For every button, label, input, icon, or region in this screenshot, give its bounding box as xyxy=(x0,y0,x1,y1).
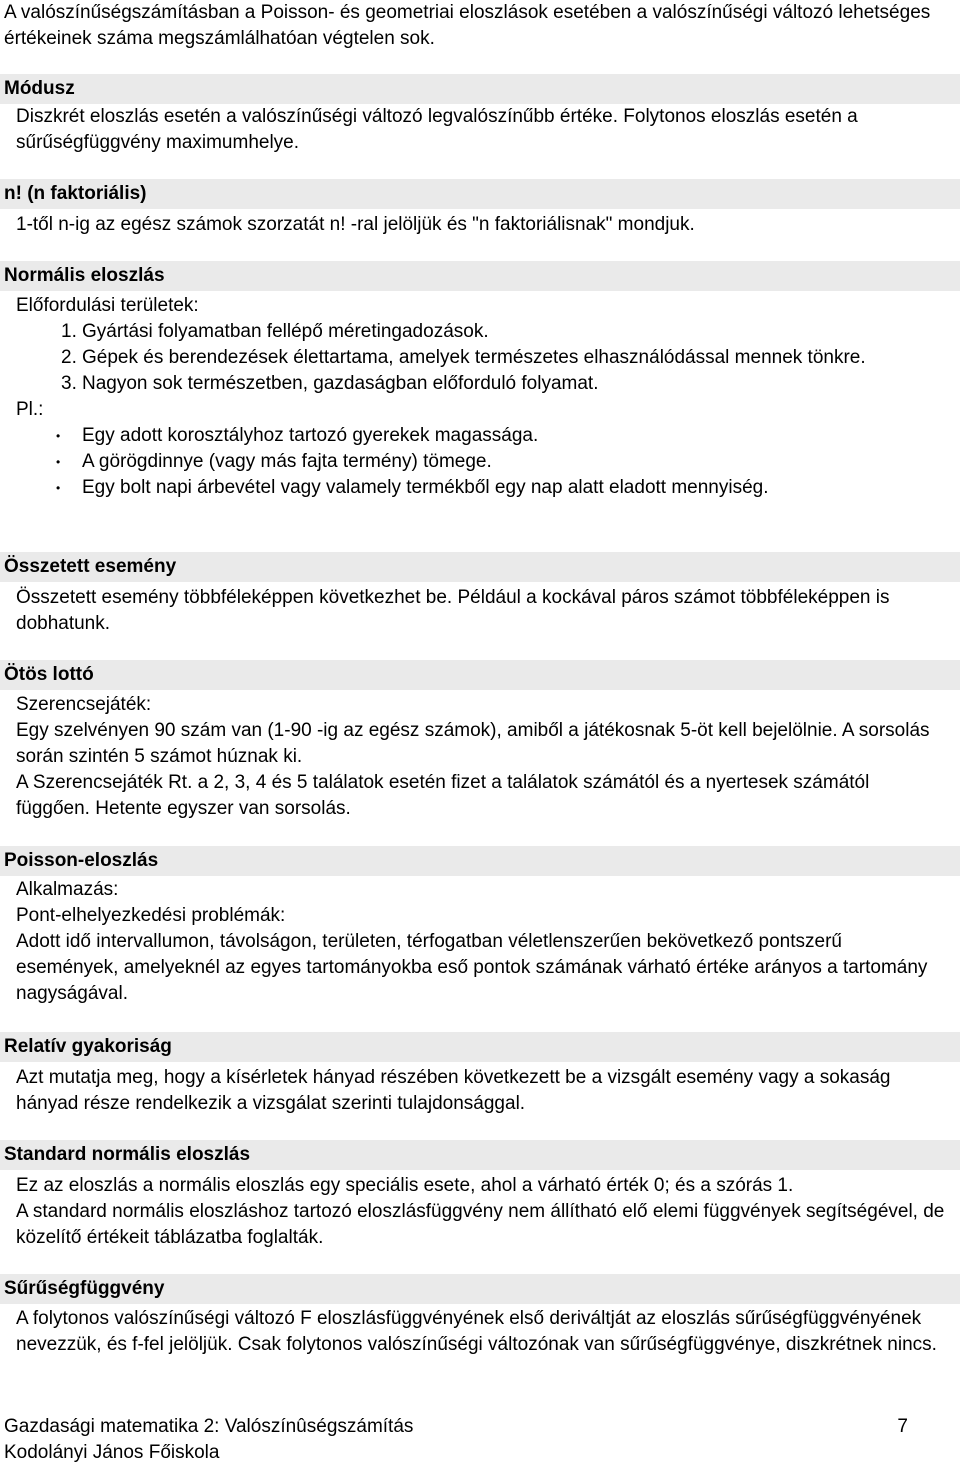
list-number: 2. xyxy=(61,347,77,368)
otos-lotto-body xyxy=(0,692,960,822)
section-title-normalis: Normális eloszlás xyxy=(0,261,960,291)
bullet-icon: • xyxy=(56,429,61,443)
bullet-item xyxy=(0,449,960,475)
poisson-subtitle-2: Pont-elhelyezkedési problémák: xyxy=(16,905,286,926)
section-title-suruseg: Sűrűségfüggvény xyxy=(0,1274,960,1304)
standard-text-1: Ez az eloszlás a normális eloszlás egy speciális esete, ahol a várható érték 0; és a szórás 1. xyxy=(16,1175,794,1196)
list-item xyxy=(0,345,960,371)
normalis-body xyxy=(0,293,960,501)
otos-subtitle: Szerencsejáték: xyxy=(16,694,152,715)
standard-body xyxy=(0,1173,960,1251)
section-title-osszetett: Összetett esemény xyxy=(0,552,960,582)
faktorialis-text: 1-től n-ig az egész számok szorzatát n! -ral jelöljük és "n faktoriálisnak" mondjuk. xyxy=(16,214,695,235)
section-title-otos-lotto: Ötös lottó xyxy=(0,660,960,690)
bullet-item xyxy=(0,475,960,501)
section-title-relativ: Relatív gyakoriság xyxy=(0,1032,960,1062)
normalis-subtitle: Előfordulási területek: xyxy=(16,295,199,316)
list-text: Nagyon sok természetben, gazdaságban előforduló folyamat. xyxy=(82,373,599,394)
page-footer xyxy=(4,1414,908,1466)
bullet-text: A görögdinnye (vagy más fajta termény) tömege. xyxy=(82,451,492,472)
pl-label: Pl.: xyxy=(16,399,44,420)
bullet-text: Egy bolt napi árbevétel vagy valamely termékből egy nap alatt eladott mennyiség. xyxy=(82,477,769,498)
footer-school: Kodolányi János Főiskola xyxy=(4,1442,220,1463)
relativ-text: Azt mutatja meg, hogy a kísérletek hányad részében következett be a vizsgált esemény vagy a sokaság hányad része rendelkezik a vizsgálat szerinti tulajdonsággal. xyxy=(16,1067,891,1114)
list-text: Gépek és berendezések élettartama, amelyek természetes elhasználódással mennek tönkre. xyxy=(82,347,866,368)
page-number: 7 xyxy=(897,1416,908,1437)
poisson-subtitle-1: Alkalmazás: xyxy=(16,879,119,900)
bullet-icon: • xyxy=(56,455,61,469)
list-text: Gyártási folyamatban fellépő méretingadozások. xyxy=(82,321,489,342)
osszetett-text: Összetett esemény többféleképpen következhet be. Például a kockával páros számot többféleképpen is dobhatunk. xyxy=(16,587,890,634)
modusz-text: Diszkrét eloszlás esetén a valószínűségi változó legvalószínűbb értéke. Folytonos eloszlás esetén a sűrűségfüggvény maximumhelye. xyxy=(16,106,858,153)
poisson-text: Adott idő intervallumon, távolságon, területen, térfogatban véletlenszerűen bekövetkező pontszerű események, amelyeknél az egyes tartományokba eső pontok számának várható értéke arányos a tartomány nagyságával. xyxy=(16,931,928,1004)
list-item xyxy=(0,371,960,397)
section-title-poisson: Poisson-eloszlás xyxy=(0,846,960,876)
poisson-body xyxy=(0,877,960,1007)
bullet-item xyxy=(0,423,960,449)
list-item xyxy=(0,319,960,345)
section-title-standard: Standard normális eloszlás xyxy=(0,1140,960,1170)
bullet-icon: • xyxy=(56,481,61,495)
list-number: 3. xyxy=(61,373,77,394)
list-number: 1. xyxy=(61,321,77,342)
footer-title: Gazdasági matematika 2: Valószínûségszámítás xyxy=(4,1416,414,1437)
section-title-modusz: Módusz xyxy=(0,74,960,104)
section-title-faktorialis: n! (n faktoriális) xyxy=(0,179,960,209)
bullet-text: Egy adott korosztályhoz tartozó gyerekek magassága. xyxy=(82,425,539,446)
standard-text-2: A standard normális eloszláshoz tartozó eloszlásfüggvény nem állítható elő elemi függvények segítségével, de közelítő értékeit táblázatba foglalták. xyxy=(16,1201,945,1248)
otos-text-2: A Szerencsejáték Rt. a 2, 3, 4 és 5 találatok esetén fizet a találatok számától és a nyertesek számától függően. Hetente egyszer van sorsolás. xyxy=(16,772,870,819)
otos-text-1: Egy szelvényen 90 szám van (1-90 -ig az egész számok), amiből a játékosnak 5-öt kell bejelölnie. A sorsolás során szintén 5 számot húznak ki. xyxy=(16,720,930,767)
intro-paragraph: A valószínűségszámításban a Poisson- és geometriai eloszlások esetében a valószínűségi változó lehetséges értékeinek száma megszámlálhatóan végtelen sok. xyxy=(4,2,931,49)
suruseg-text: A folytonos valószínűségi változó F eloszlásfüggvényének első deriváltját az eloszlás sűrűségfüggvényének nevezzük, és f-fel jelöljük. Csak folytonos valószínűségi változónak van sűrűségfüggvénye, diszkrétnek nincs. xyxy=(16,1308,937,1355)
